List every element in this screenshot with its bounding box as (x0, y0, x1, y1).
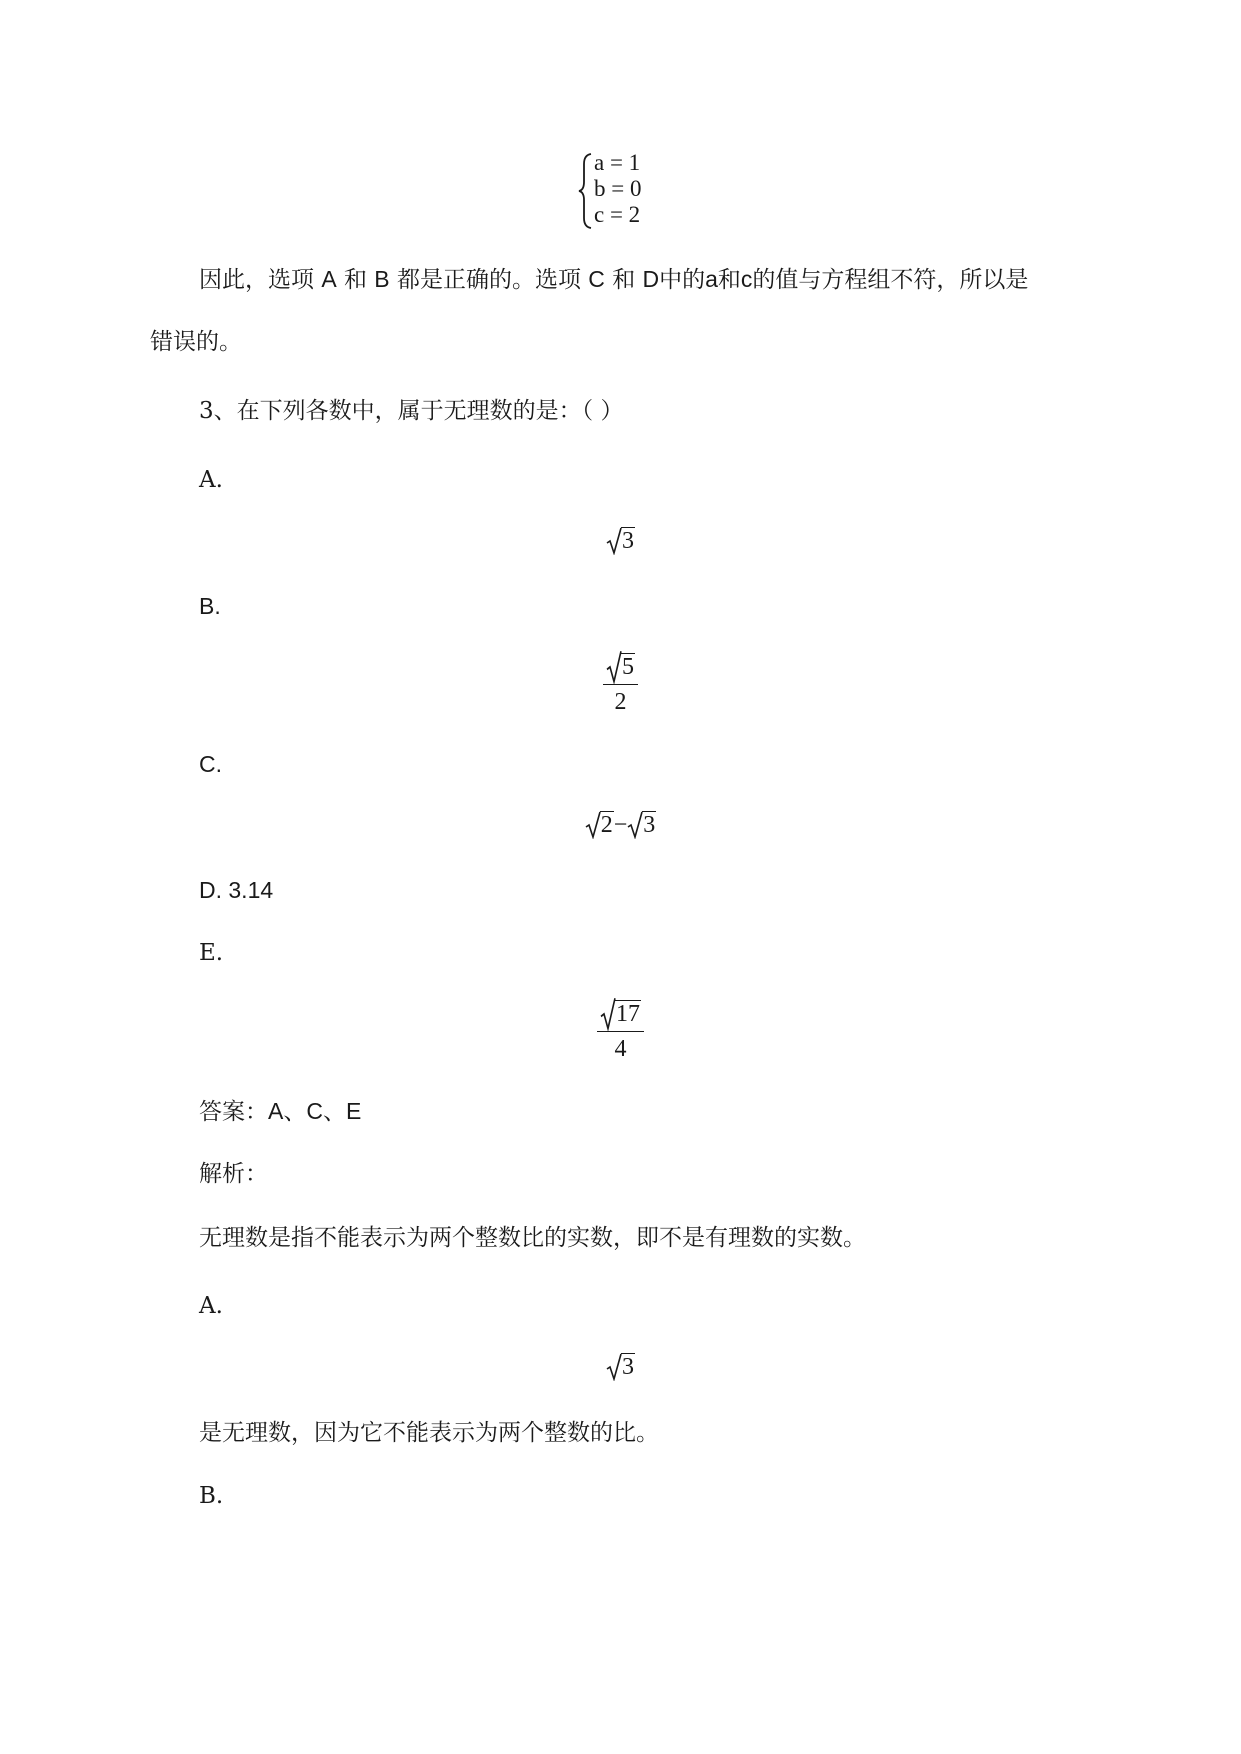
conclusion-paragraph (199, 263, 1028, 296)
sqrt-symbol (627, 811, 656, 839)
explain-a-text: 是无理数，因为它不能表示为两个整数的比。 (199, 1420, 659, 1446)
radicand: 3 (622, 528, 634, 554)
text-run: 和 (343, 267, 367, 293)
radical-sign-icon (606, 1353, 622, 1381)
text-run: 的值与方程组不符，所以是 (752, 267, 1029, 293)
sqrt-symbol (585, 811, 614, 839)
option-b-expression (0, 650, 1241, 719)
radicand: 3 (622, 1354, 634, 1380)
answer-value: A、C、E (268, 1098, 362, 1124)
explain-a-expression (0, 1353, 1241, 1381)
variable-letter: c (740, 266, 753, 292)
definition-text: 无理数是指不能表示为两个整数比的实数，即不是有理数的实数。 (199, 1225, 866, 1251)
question-text: 3、在下列各数中，属于无理数的是：（ ） (199, 398, 624, 424)
option-d: D. 3.14 (199, 877, 274, 903)
radical-sign-icon (585, 811, 601, 839)
option-c-label: C. (199, 751, 222, 777)
explain-b-label: B. (199, 1483, 224, 1509)
option-a-expression (0, 527, 1241, 555)
equation-system (578, 152, 668, 232)
explain-a-label: A. (199, 1293, 223, 1319)
answer-line (199, 1095, 361, 1128)
radical-sign-icon (600, 997, 616, 1031)
option-letter: D (642, 266, 660, 292)
option-c-expression (0, 811, 1241, 839)
radical-sign-icon (606, 527, 622, 555)
left-brace-icon (578, 152, 594, 230)
radical-sign-icon (606, 650, 622, 684)
conclusion-paragraph-line2: 错误的。 (150, 329, 242, 355)
fraction-denominator: 4 (614, 1036, 627, 1062)
fraction (603, 650, 638, 719)
option-b-label: B. (199, 593, 221, 619)
sqrt-symbol (606, 527, 635, 555)
text-run: 和 (717, 267, 741, 293)
answer-label: 答案： (199, 1099, 268, 1125)
text-run: 因此，选项 (199, 267, 314, 293)
radicand: 5 (622, 654, 634, 680)
radicand: 2 (600, 812, 613, 838)
option-letter: C (588, 266, 605, 292)
radicand: 17 (616, 1001, 640, 1027)
option-e-label: E. (199, 940, 224, 966)
option-e-expression (0, 997, 1241, 1066)
radicand: 3 (643, 812, 656, 838)
minus-sign: − (613, 812, 628, 838)
fraction-numerator (597, 997, 644, 1032)
equation-row-a: a = 1 (594, 150, 641, 175)
fraction (597, 997, 644, 1066)
option-letter: A (321, 266, 337, 292)
equation-row-c: c = 2 (594, 202, 641, 227)
radical-sign-icon (627, 811, 643, 839)
sqrt-symbol (606, 1353, 635, 1381)
variable-letter: a (705, 266, 718, 292)
fraction-denominator: 2 (614, 689, 627, 715)
option-a-label: A. (199, 467, 223, 493)
text-run: 都是正确的。选项 (396, 267, 581, 293)
option-letter: B (374, 266, 390, 292)
fraction-numerator (603, 650, 638, 685)
text-run: 和 (612, 267, 636, 293)
equation-row-b: b = 0 (594, 176, 642, 201)
text-run: 中的 (659, 267, 706, 293)
sqrt-symbol (606, 650, 635, 684)
analysis-label: 解析： (199, 1161, 268, 1187)
sqrt-symbol (600, 997, 641, 1031)
